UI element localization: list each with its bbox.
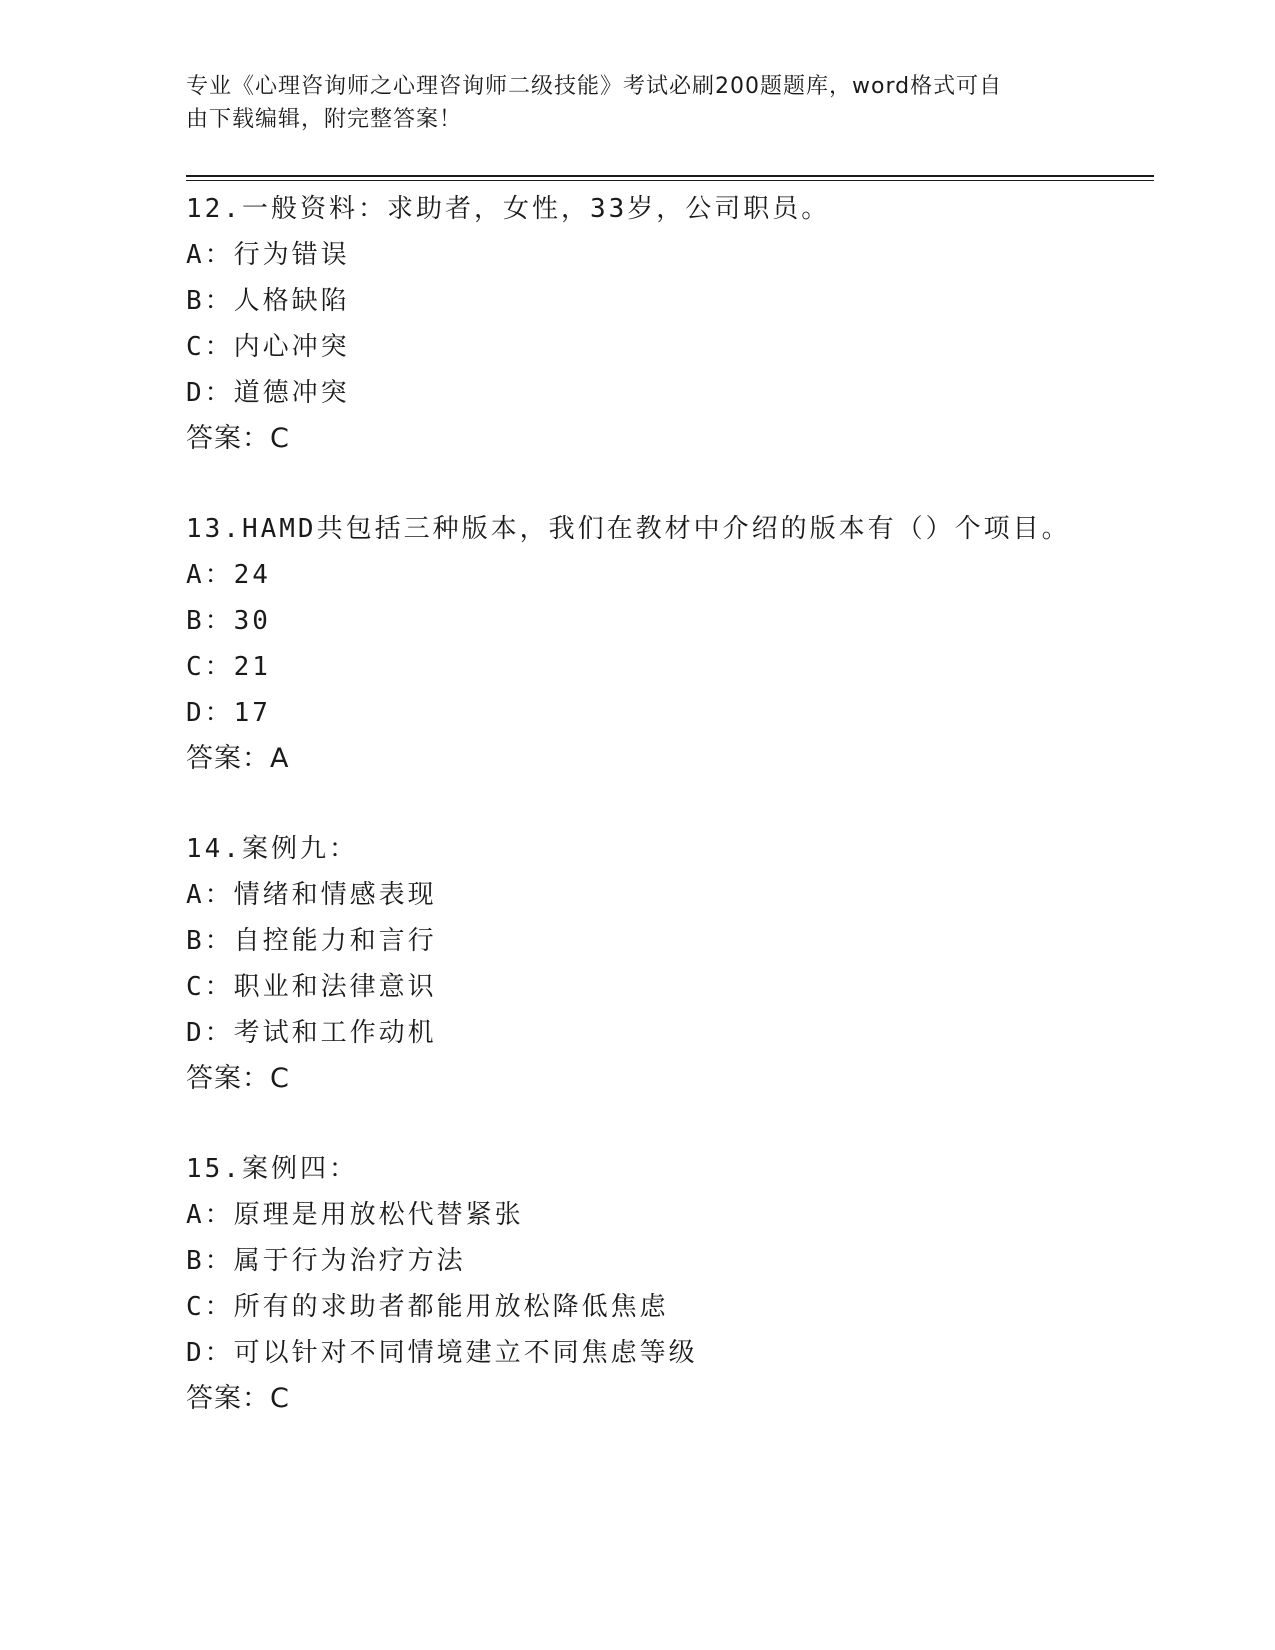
answer-line: 答案：C bbox=[186, 1383, 290, 1414]
question-stem: 15.案例四： bbox=[186, 1154, 358, 1184]
option-d: D：考试和工作动机 bbox=[186, 1018, 437, 1048]
question-stem: 14.案例九： bbox=[186, 834, 358, 864]
option-a: A：24 bbox=[186, 560, 271, 590]
option-c: C：所有的求助者都能用放松降低焦虑 bbox=[186, 1292, 669, 1322]
question-list bbox=[186, 186, 1146, 1466]
question-item bbox=[186, 506, 1146, 826]
option-c: C：职业和法律意识 bbox=[186, 972, 437, 1002]
question-item bbox=[186, 1146, 1146, 1466]
option-c: C：21 bbox=[186, 652, 271, 682]
question-stem: 12.一般资料：求助者，女性，33岁，公司职员。 bbox=[186, 194, 831, 224]
option-b: B：人格缺陷 bbox=[186, 286, 350, 316]
option-b: B：自控能力和言行 bbox=[186, 926, 437, 956]
answer-line: 答案：A bbox=[186, 743, 290, 774]
option-d: D：可以针对不同情境建立不同焦虑等级 bbox=[186, 1338, 698, 1368]
option-a: A：情绪和情感表现 bbox=[186, 880, 437, 910]
header-line-2: 由下载编辑，附完整答案！ bbox=[186, 107, 463, 132]
question-item bbox=[186, 826, 1146, 1146]
header-line-1: 专业《心理咨询师之心理咨询师二级技能》考试必刷200题题库，word格式可自 bbox=[186, 74, 1003, 99]
answer-line: 答案：C bbox=[186, 1063, 290, 1094]
option-d: D：17 bbox=[186, 698, 271, 728]
option-b: B：属于行为治疗方法 bbox=[186, 1246, 466, 1276]
option-a: A：行为错误 bbox=[186, 240, 350, 270]
header-divider-thin bbox=[186, 180, 1154, 181]
document-header bbox=[186, 70, 1066, 136]
option-c: C：内心冲突 bbox=[186, 332, 350, 362]
header-divider bbox=[186, 175, 1154, 177]
answer-line: 答案：C bbox=[186, 423, 290, 454]
question-item bbox=[186, 186, 1146, 506]
option-a: A：原理是用放松代替紧张 bbox=[186, 1200, 524, 1230]
question-stem: 13.HAMD共包括三种版本，我们在教材中介绍的版本有（）个项目。 bbox=[186, 514, 1071, 544]
option-d: D：道德冲突 bbox=[186, 378, 350, 408]
option-b: B：30 bbox=[186, 606, 271, 636]
